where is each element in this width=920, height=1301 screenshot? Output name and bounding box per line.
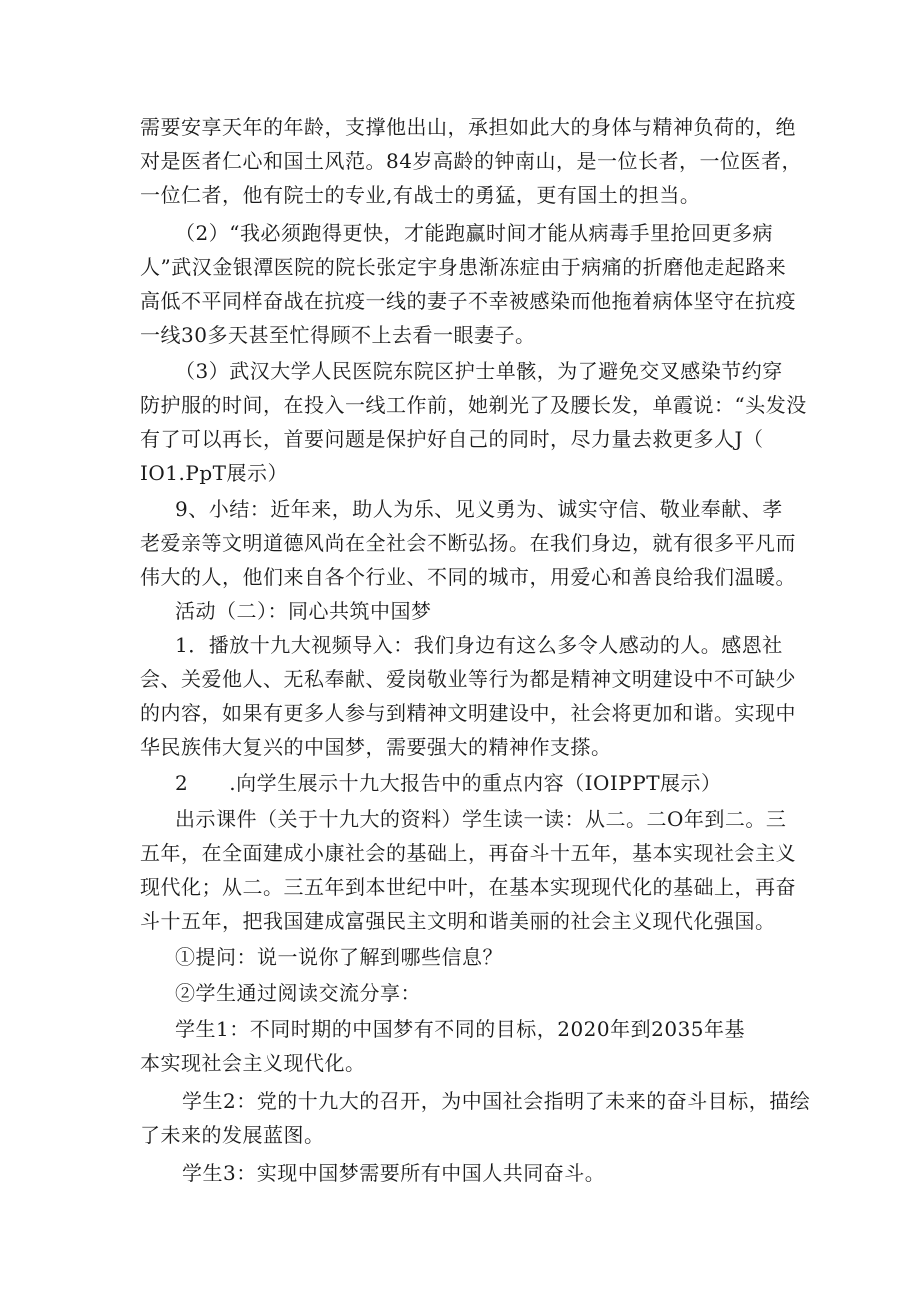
text-line: 高低不平同样奋战在抗疫一线的妻子不幸被感染而他拖着病体坚守在抗疫 <box>140 289 796 313</box>
text-line: 伟大的人，他们来自各个行业、不同的城市，用爱心和善良给我们温暖。 <box>140 565 796 589</box>
text-line: 本实现社会主义现代化。 <box>140 1051 366 1075</box>
text-line: 一位仁者，他有院士的专业,有战士的勇猛，更有国土的担当。 <box>140 183 701 207</box>
text-line: 斗十五年，把我国建成富强民主文明和谐美丽的社会主义现代化强国。 <box>140 909 776 933</box>
text-line: 的内容，如果有更多人参与到精神文明建设中，社会将更加和谐。实现中 <box>140 701 796 725</box>
text-line: 会、关爱他人、无私奉献、爱岗敬业等行为都是精神文明建设中不可缺少 <box>140 667 796 691</box>
text-line: 了未来的发展蓝图。 <box>140 1123 325 1147</box>
text-line: 学生2：党的十九大的召开，为中国社会指明了未来的奋斗目标，描绘 <box>182 1089 811 1113</box>
text-line: （2）“我必须跑得更快，才能跑赢时间才能从病毒手里抢回更多病 <box>175 221 773 245</box>
text-line: 现代化；从二。三五年到本世纪中叶，在基本实现现代化的基础上，再奋 <box>140 875 796 899</box>
text-line: 学生3：实现中国梦需要所有中国人共同奋斗。 <box>182 1161 606 1185</box>
text-line: 防护服的时间，在投入一线工作前，她剃光了及腰长发，单霞说：“头发没 <box>140 393 807 417</box>
text-line: 需要安享天年的年龄，支撑他出山，承担如此大的身体与精神负荷的，绝 <box>140 115 796 139</box>
text-line: 学生1：不同时期的中国梦有不同的目标，2020年到2035年基 <box>175 1017 746 1041</box>
text-line: 有了可以再长，首要问题是保护好自己的同时，尽力量去救更多人J（ <box>140 427 764 451</box>
text-line: 老爱亲等文明道德风尚在全社会不断弘扬。在我们身边，就有很多平凡而 <box>140 531 796 555</box>
section-heading: 活动（二）：同心共筑中国梦 <box>175 599 432 623</box>
text-line: （3）武汉大学人民医院东院区护士单骸，为了避免交叉感染节约穿 <box>175 359 783 383</box>
text-line: 1．播放十九大视频导入：我们身边有这么多令人感动的人。感恩社 <box>175 633 783 657</box>
text-line: 出示课件（关于十九大的资料）学生读一读：从二。二O年到二。三 <box>175 807 787 831</box>
text-line: IO1.PpT展示） <box>140 461 288 485</box>
text-line: 9、小结：近年来，助人为乐、见义勇为、诚实守信、敬业奉献、孝 <box>175 497 783 521</box>
text-line: 华民族伟大复兴的中国梦，需要强大的精神作支搽。 <box>140 735 612 759</box>
text-line: 人”武汉金银潭医院的院长张定宇身患渐冻症由于病痛的折磨他走起路来 <box>140 255 787 279</box>
text-line: 对是医者仁心和国土风范。84岁高龄的钟南山，是一位长者，一位医者， <box>140 149 802 173</box>
text-line: 五年，在全面建成小康社会的基础上，再奋斗十五年，基本实现社会主义 <box>140 841 796 865</box>
text-line: 2 .向学生展示十九大报告中的重点内容（IOIPPT展示） <box>175 771 722 795</box>
text-line: ①提问：说一说你了解到哪些信息？ <box>175 945 503 969</box>
text-line: 一线30多天甚至忙得顾不上去看一眼妻子。 <box>140 323 536 347</box>
text-line: ②学生通过阅读交流分享： <box>175 981 421 1005</box>
